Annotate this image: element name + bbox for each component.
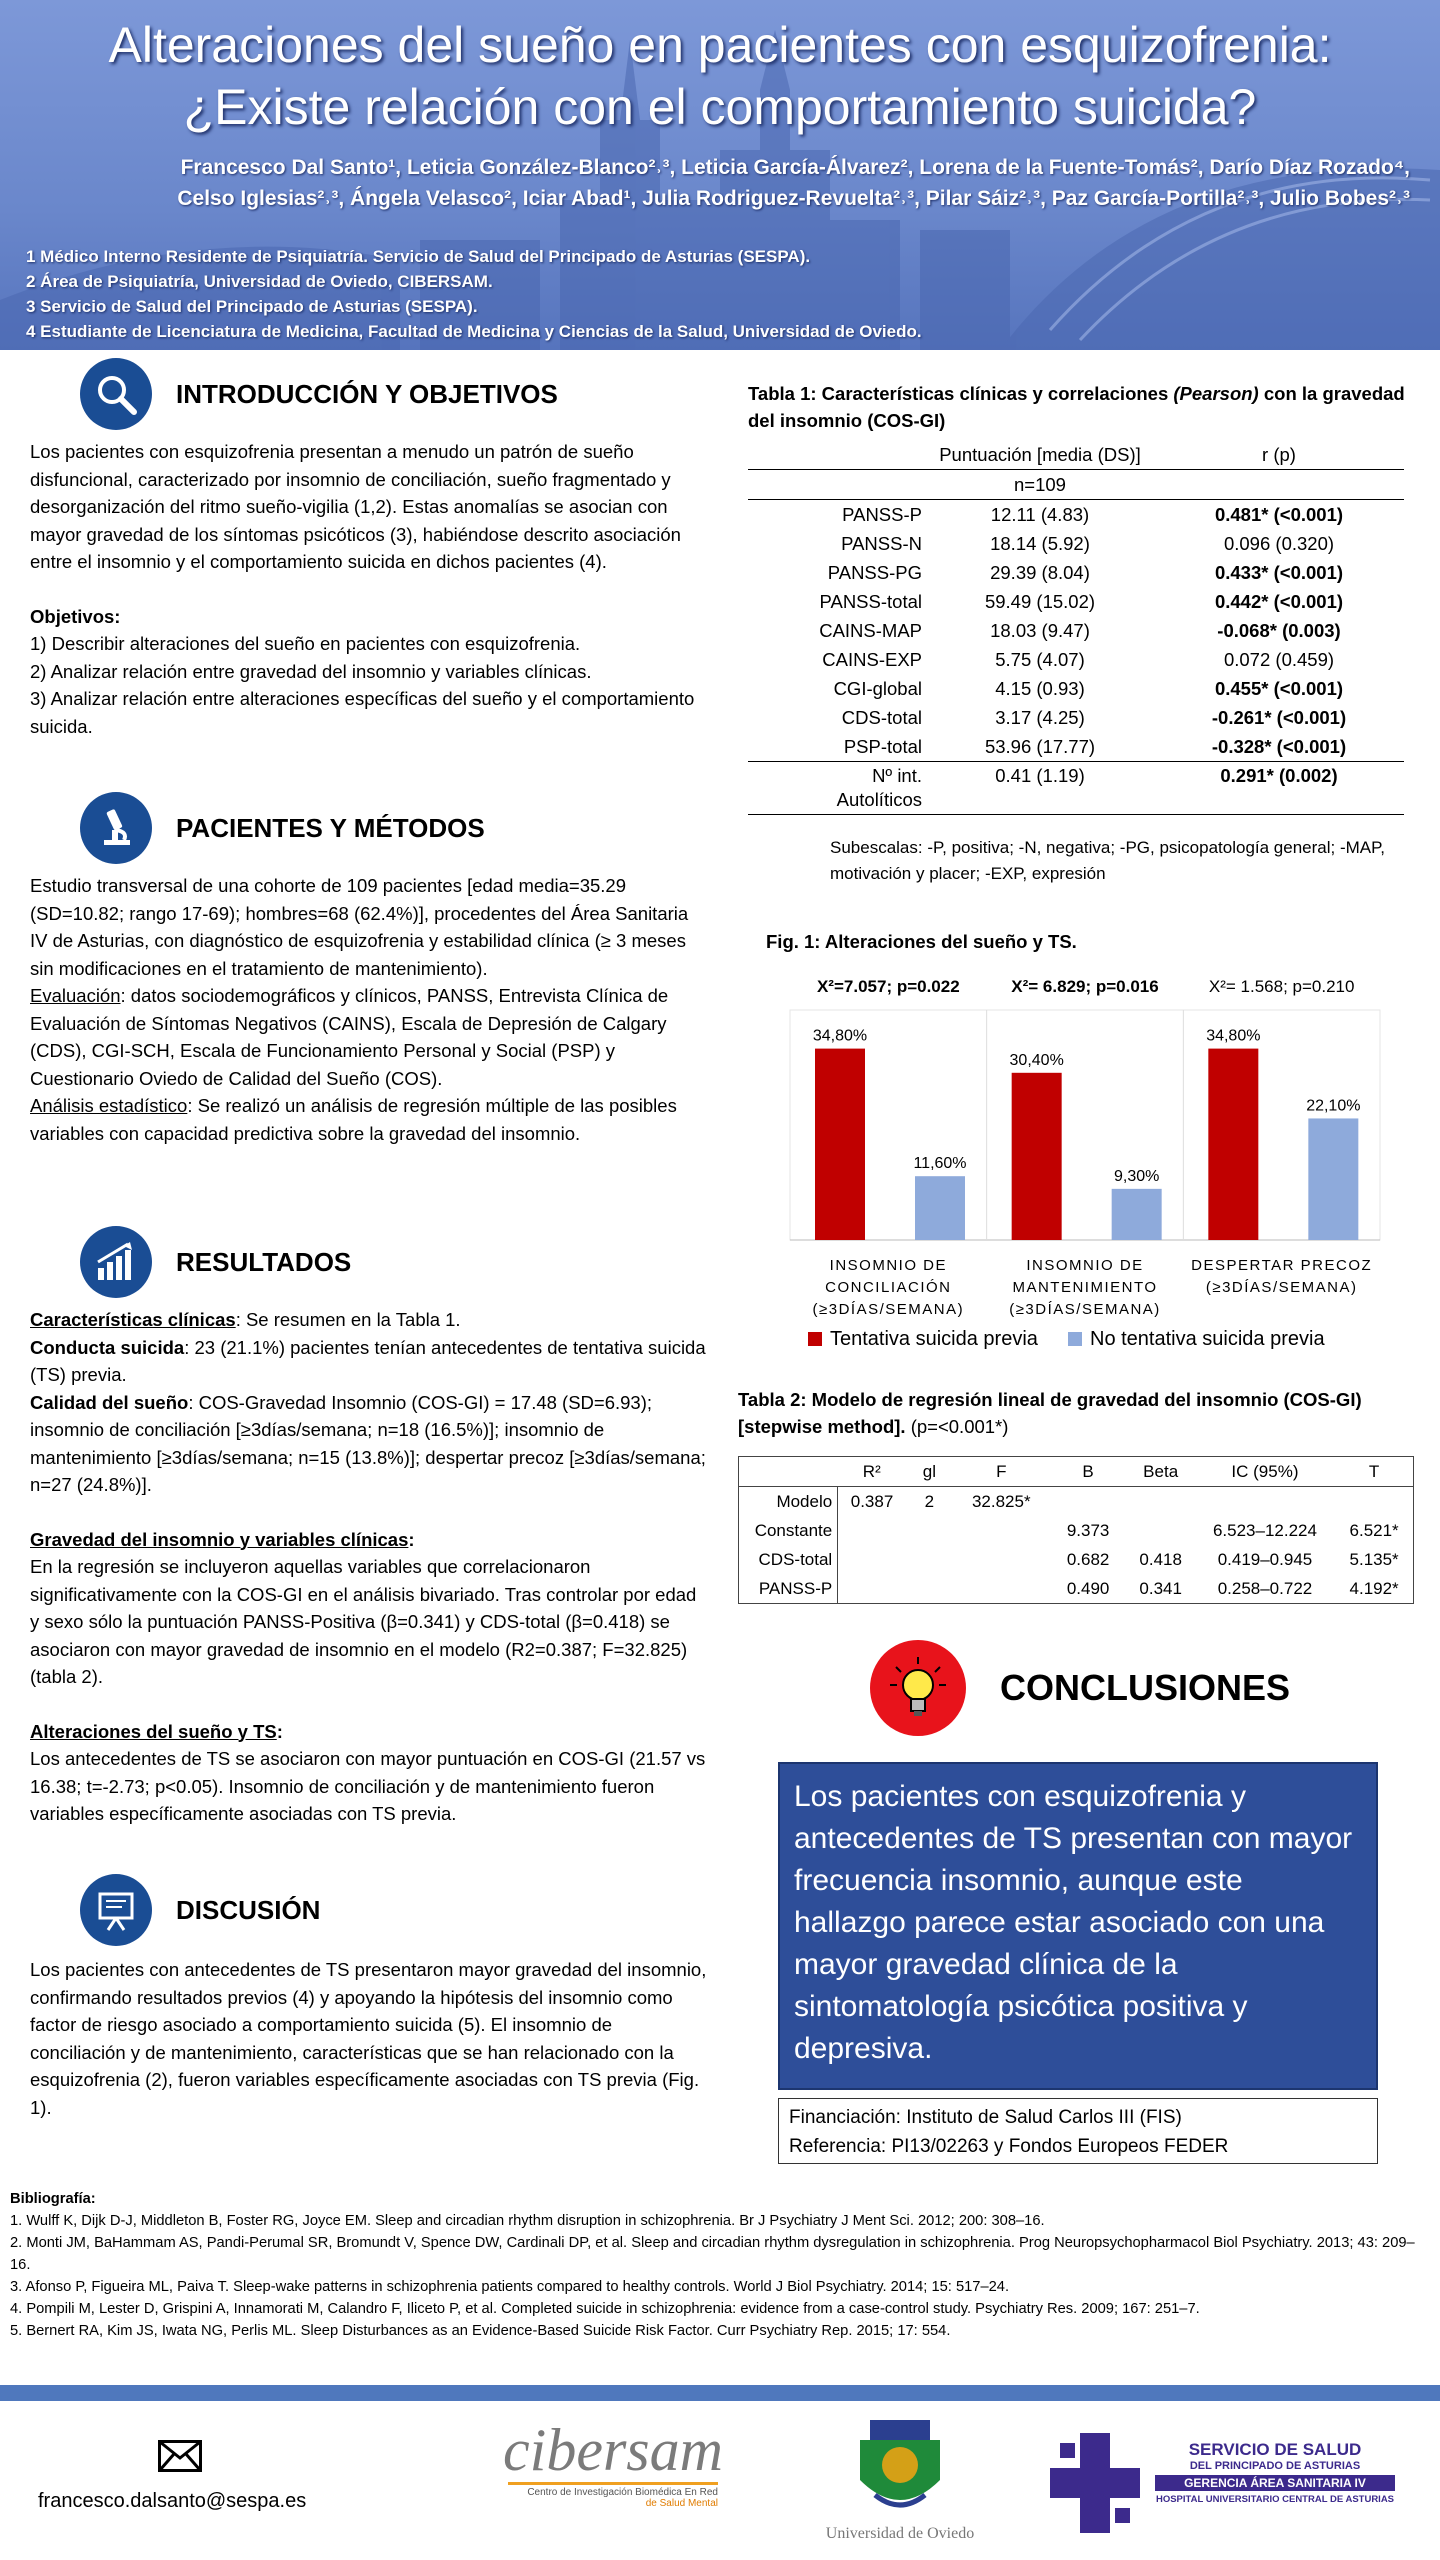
cibersam-logo [498,2417,728,2509]
cibersam-text: cibersam [503,2417,723,2483]
chi-square-stat: X²= 6.829; p=0.016 [1011,977,1159,996]
row-score: 53.96 (17.77) [984,735,1096,757]
row-correlation: -0.068* (0.003) [1217,619,1341,641]
table-row [748,440,1404,470]
table1-body [748,500,1404,762]
row-correlation: 0.455* (<0.001) [1214,677,1344,699]
figure-title: Fig. 1: Alteraciones del sueño y TS. [766,931,1077,952]
results-severity: Gravedad del insomnio y variables clínicas: [30,1528,415,1550]
intro-title: INTRODUCCIÓN Y OBJETIVOS [176,378,558,409]
table2-header: B [1082,1461,1094,1481]
row-label: PANSS-P [842,503,922,525]
bar-no-ts [915,1176,965,1240]
affiliation-4: 4 Estudiante de Licenciatura de Medicina, Facultad de Medicina y Ciencias de la Salud, Universidad de Oviedo. [26,322,922,341]
table2-cell: 6.521* [1349,1520,1399,1540]
table2-caption-main: Tabla 2: Modelo de regresión lineal de gravedad del insomnio (COS-GI) [stepwise method]. [738,1389,1362,1437]
table2-cell [838,1545,906,1574]
table2-cell: 32.825* [971,1491,1031,1511]
cibersam-wordmark [498,2417,728,2483]
row-label: PANSS-PG [827,561,922,583]
bar-value-label: 30,40% [1009,1051,1064,1069]
bar-value-label: 9,30% [1113,1167,1160,1185]
table2-cell: CDS-total [739,1545,838,1574]
conclusions-box: Los pacientes con esquizofrenia y antecedentes de TS presentan con mayor frecuencia insomnio, aunque este hallazgo parece estar asociado con una mayor gravedad clínica de la sintomatología psicótica positiva y depresiva. [778,1762,1378,2090]
results-header [80,1226,351,1298]
objectives-title: Objetivos: [30,605,121,627]
intro-header [80,358,558,430]
sleep-text: : COS-Gravedad Insomnio (COS-GI) = 17.48 (SD=6.93); insomnio de conciliación [≥3días/semana; n=18 (16.5%)]; insomnio de mantenimiento [≥3días/semana; n=15 (13.8%)]; despertar precoz [≥3días/semana; n=27 (24.8%)]. [30,1391,706,1495]
envelope-icon [158,2440,202,2477]
table2-caption [738,1386,1418,1440]
category-label: (≥3DÍAS/SEMANA) [1009,1301,1161,1318]
legend-swatch [1068,1332,1082,1346]
affiliation-1: 1 Médico Interno Residente de Psiquiatría. Servicio de Salud del Principado de Asturias (SESPA). [26,247,811,266]
poster-title [0,14,1440,138]
table2-cell [838,1574,906,1604]
reference-2: 2. Monti JM, BaHammam AS, Pandi-Perumal SR, Bromundt V, Spence DW, Cardinali DP, et al. Sleep and circadian rhythm dysregulation in schizophrenia. Prog Neuropsychopharmacol Biol Psychiatry. 2013; 43: 209–16. [10,2235,1415,2273]
table-row [739,1574,1414,1604]
results-text [30,1306,710,1828]
table2-cell [1127,1487,1195,1517]
table-row [748,587,1404,616]
table2-header: gl [922,1461,937,1481]
lightbulb-icon [870,1640,966,1736]
table2-cell [1195,1487,1335,1517]
table2-cell [906,1516,953,1545]
table-row [739,1487,1414,1517]
table2-cell: 0.387 [850,1491,894,1511]
table2-cell: 4.192* [1349,1578,1399,1598]
sleep-ts-bar-chart [760,970,1420,1360]
objective-1: 1) Describir alteraciones del sueño en pacientes con esquizofrenia. [30,633,581,654]
bar-no-ts [1112,1189,1162,1240]
table2-cell [906,1545,953,1574]
row-correlation: 0.433* (<0.001) [1214,561,1344,583]
row-correlation: 0.072 (0.459) [1223,648,1335,670]
table1-last-score: 0.41 (1.19) [995,765,1085,786]
table2-cell: 6.523–12.224 [1212,1520,1317,1540]
methods-statistics [30,1092,710,1147]
row-label: PANSS-total [819,590,922,612]
uniovi-name: Universidad de Oviedo [825,2525,975,2542]
results-alterations: Alteraciones del sueño y TS: [30,1720,283,1742]
table-row [748,762,1404,815]
uniovi-logo [810,2410,990,2543]
table2-cell: 0.419–0.945 [1217,1549,1313,1569]
affiliations [26,244,922,344]
table-row [739,1545,1414,1574]
category-label: INSOMNIO DE [1026,1257,1144,1274]
methods-evaluation [30,982,710,1092]
table1-caption [748,380,1408,434]
table1-caption-b: con la gravedad del insomnio (COS-GI) [748,383,1405,431]
row-label: PANSS-N [841,532,922,554]
chi-square-stat: X²=7.057; p=0.022 [816,977,960,996]
row-label: CGI-global [833,677,922,699]
authors-line-1: Francesco Dal Santo¹, Leticia González-Blanco²˒³, Leticia García-Álvarez², Lorena de la Fuente-Tomás², Darío Díaz Rozado⁴, [180,156,1410,179]
uniovi-seal [840,2410,960,2520]
table-row [748,616,1404,645]
results-suicidal [30,1334,710,1389]
row-score: 12.11 (4.83) [990,503,1090,525]
sespa-line-2: DEL PRINCIPADO DE ASTURIAS [1189,2460,1361,2472]
suicidal-label: Conducta suicida [30,1336,185,1358]
bar-no-ts [1308,1118,1358,1240]
table2-cell: Modelo [739,1487,838,1517]
table2-cell [1050,1487,1127,1517]
table2-header: T [1368,1461,1380,1481]
table2 [738,1456,1414,1604]
row-correlation: 0.096 (0.320) [1223,532,1335,554]
table2-cell [1127,1516,1195,1545]
table-row [748,500,1404,530]
row-score: 3.17 (4.25) [995,706,1085,728]
category-label: DESPERTAR PRECOZ [1191,1257,1373,1274]
bar-value-label: 11,60% [913,1155,967,1173]
row-score: 18.14 (5.92) [990,532,1090,554]
funding-box [778,2098,1378,2164]
table-row [748,470,1404,500]
table1-note: Subescalas: -P, positiva; -N, negativa; -PG, psicopatología general; -MAP, motivación y placer; -EXP, expresión [830,838,1385,883]
discussion-header [80,1874,320,1946]
statistics-text: : Se realizó un análisis de regresión múltiple de las posibles variables con capacidad predictiva sobre la gravedad del insomnio. [30,1095,677,1144]
row-correlation: -0.328* (<0.001) [1211,735,1347,757]
table-row [748,703,1404,732]
category-label: CONCILIACIÓN [825,1279,952,1296]
table1-col-r: r (p) [1262,443,1296,465]
authors [0,152,1440,214]
row-label: CAINS-EXP [822,648,922,670]
results-clinical [30,1306,710,1334]
evaluation-label: Evaluación [30,985,121,1006]
row-correlation: 0.442* (<0.001) [1214,590,1344,612]
reference-3: 3. Afonso P, Figueira ML, Paiva T. Sleep-wake patterns in schizophrenia patients compared to healthy controls. World J Biol Psychiatry. 2014; 15: 517–24. [10,2279,1010,2295]
objective-3: 3) Analizar relación entre alteraciones específicas del sueño y el comportamiento suicida. [30,688,695,737]
row-correlation: 0.481* (<0.001) [1214,503,1344,525]
row-correlation: -0.261* (<0.001) [1211,706,1347,728]
methods-header [80,792,485,864]
discussion-text: Los pacientes con antecedentes de TS presentaron mayor gravedad del insomnio, confirmando resultados previos (4) y apoyando la hipótesis del insomnio como factor de riesgo asociado a comportamiento suicida (5). El insomnio de conciliación y de mantenimiento, características que se han relacionado con la esquizofrenia (2), fueron variables específicamente asociadas con TS previa (Fig. 1). [30,1959,707,2118]
cibersam-sub-1: Centro de Investigación Biomédica En Red [527,2487,718,2498]
table1-caption-em: (Pearson) [1173,383,1259,404]
conclusions-title: CONCLUSIONES [1000,1667,1291,1708]
table-row [748,732,1404,762]
affiliation-2: 2 Área de Psiquiatría, Universidad de Oviedo, CIBERSAM. [26,272,493,291]
last-label-2: Autolíticos [836,789,922,810]
plot-area [790,1010,1380,1240]
table2-cell: 0.258–0.722 [1217,1578,1313,1598]
discussion-title: DISCUSIÓN [176,1894,321,1925]
table2-cell: 0.490 [1066,1578,1110,1598]
row-score: 18.03 (9.47) [990,619,1090,641]
reference-5: 5. Bernert RA, Kim JS, Iwata NG, Perlis ML. Sleep Disturbances as an Evidence-Based Suicide Risk Factor. Curr Psychiatry Rep. 2015; 17: 554. [10,2323,951,2339]
title-line-1: Alteraciones del sueño en pacientes con esquizofrenia: [108,17,1332,73]
table2-cell [1335,1487,1413,1517]
magnifier-icon [80,358,152,430]
presentation-icon [80,1874,152,1946]
cibersam-sub-2: de Salud Mental [645,2498,718,2509]
row-score: 59.49 (15.02) [984,590,1096,612]
severity-text: En la regresión se incluyeron aquellas variables que correlacionaron significativamente con la COS-GI en el análisis bivariado. Tras controlar por edad y sexo sólo la puntuación PANSS-Positiva (β=0.341) y CDS-total (β=0.418) se asociaron con mayor gravedad de insomnio en el modelo (R2=0.387; F=32.825) (tabla 2). [30,1556,697,1687]
sespa-text [1155,2440,1395,2505]
table2-cell: 2 [924,1491,935,1511]
authors-line-2: Celso Iglesias²˒³, Ángela Velasco², Iciar Abad¹, Julia Rodriguez-Revuelta²˒³, Pilar Sáiz²˒³, Paz García-Portilla²˒³, Julio Bobes²˒³ [177,187,1410,210]
table2-header: F [996,1461,1007,1481]
table1-last-label [748,762,926,815]
contact-email-link[interactable]: francesco.dalsanto@sespa.es [38,2490,307,2512]
sespa-logo [1045,2428,1145,2543]
bar-ts [1012,1073,1062,1240]
alterations-text: Los antecedentes de TS se asociaron con mayor puntuación en COS-GI (21.57 vs 16.38; t=-2.73; p<0.05). Insomnio de conciliación y de mantenimiento fueron variables específicamente asociadas con TS previa. [30,1748,706,1824]
table2-cell: Constante [739,1516,838,1545]
table2-header: R² [862,1461,881,1481]
sespa-line-1: SERVICIO DE SALUD [1188,2440,1362,2459]
poster-header [0,0,1440,350]
suicidal-text: : 23 (21.1%) pacientes tenían antecedentes de tentativa suicida (TS) previa. [30,1336,706,1385]
row-label: PSP-total [843,735,922,757]
table-row [739,1457,1414,1487]
table2-cell: 0.682 [1066,1549,1110,1569]
last-label-1: Nº int. [872,765,922,786]
statistics-label: Análisis estadístico [30,1095,188,1116]
intro-paragraph: Los pacientes con esquizofrenia presentan a menudo un patrón de sueño disfuncional, caracterizado por insomnio de conciliación, sueño fragmentado y desorganización del ritmo sueño-vigilia (1,2). Estas anomalías se asocian con mayor gravedad de los síntomas psicóticos (3), habiéndose descrito asociación entre el insomnio y el comportamiento suicida en dichos pacientes (4). [30,441,681,572]
microscope-icon [80,792,152,864]
severity-label: Gravedad del insomnio y variables clínicas [30,1528,409,1550]
footer-bar [0,2385,1440,2401]
table2-cell: 0.418 [1139,1549,1182,1569]
table2-cell [953,1545,1050,1574]
bar-chart-icon [80,1226,152,1298]
bar-value-label: 34,80% [812,1027,868,1045]
results-sleep [30,1389,710,1499]
legend-label: No tentativa suicida previa [1090,1328,1325,1350]
methods-title: PACIENTES Y MÉTODOS [176,812,485,843]
table2-cell [953,1574,1050,1604]
table2-cell [906,1574,953,1604]
legend-label: Tentativa suicida previa [830,1328,1038,1350]
table2-header: IC (95%) [1231,1461,1299,1481]
table2-cell: 5.135* [1349,1549,1399,1569]
table2-cell [838,1516,906,1545]
sespa-line-3: GERENCIA ÁREA SANITARIA IV [1155,2475,1395,2491]
row-score: 5.75 (4.07) [995,648,1085,670]
chi-square-stat: X²= 1.568; p=0.210 [1208,977,1355,996]
category-label: (≥3DÍAS/SEMANA) [812,1301,965,1318]
clinical-text: : Se resumen en la Tabla 1. [235,1309,461,1330]
bar-value-label: 34,80% [1206,1027,1261,1045]
table-row [739,1516,1414,1545]
methods-paragraph: Estudio transversal de una cohorte de 109 pacientes [edad media=35.29 (SD=10.82; rango 17-69); hombres=68 (62.4%)], procedentes del Área Sanitaria IV de Asturias, con diagnóstico de esquizofrenia y estabilidad clínica (≥ 3 meses sin modificaciones en el tratamiento de mantenimiento). [30,875,689,979]
row-score: 4.15 (0.93) [995,677,1085,699]
evaluation-text: : datos sociodemográficos y clínicos, PANSS, Entrevista Clínica de Evaluación de Síntomas Negativos (CAINS), Escala de Depresión de Calgary (CDS), CGI-SCH, Escala de Funcionamiento Personal y Social (PSP) y Cuestionario Oviedo de Calidad del Sueño (COS). [30,985,669,1089]
table2-cell: 9.373 [1066,1520,1110,1540]
legend-swatch [808,1332,822,1346]
table2-header [739,1457,838,1487]
sespa-line-4: HOSPITAL UNIVERSITARIO CENTRAL DE ASTURIAS [1155,2494,1395,2505]
table-row [748,674,1404,703]
table-row [748,645,1404,674]
table2-cell [953,1516,1050,1545]
title-line-2: ¿Existe relación con el comportamiento suicida? [183,79,1257,135]
alterations-label: Alteraciones del sueño y TS [30,1720,277,1742]
intro-text [30,438,700,740]
category-label: MANTENIMIENTO [1012,1279,1158,1296]
row-label: CAINS-MAP [819,619,922,641]
conclusions-header [870,1640,1290,1736]
funding-line-2: Referencia: PI13/02263 y Fondos Europeos FEDER [789,2136,1229,2157]
bar-ts [815,1049,865,1240]
row-label: CDS-total [841,706,922,728]
table1-n: n=109 [1014,473,1066,495]
table1-col-score: Puntuación [media (DS)] [939,443,1141,465]
row-score: 29.39 (8.04) [990,561,1090,583]
category-label: (≥3DÍAS/SEMANA) [1205,1279,1358,1296]
results-title: RESULTADOS [176,1246,352,1277]
table2-header: Beta [1143,1461,1179,1481]
funding-line-1: Financiación: Instituto de Salud Carlos III (FIS) [789,2107,1182,2128]
sespa-cross-mark [1045,2428,1145,2538]
objective-2: 2) Analizar relación entre gravedad del insomnio y variables clínicas. [30,660,592,682]
table1-caption-a: Tabla 1: Características clínicas y correlaciones [748,383,1174,404]
affiliation-3: 3 Servicio de Salud del Principado de Asturias (SESPA). [26,297,478,316]
bibliography [10,2188,1430,2342]
methods-text [30,872,710,1147]
reference-1: 1. Wulff K, Dijk D-J, Middleton B, Foster RG, Joyce EM. Sleep and circadian rhythm disruption in schizophrenia. Br J Psychiatry J Ment Sci. 2012; 200: 308–16. [10,2213,1045,2229]
table2-cell: PANSS-P [739,1574,838,1604]
bibliography-title: Bibliografía: [10,2191,96,2207]
table1 [748,440,1404,815]
bar-value-label: 22,10% [1306,1097,1361,1115]
reference-4: 4. Pompili M, Lester D, Grispini A, Innamorati M, Calandro F, Iliceto P, et al. Completed suicide in schizophrenia: evidence from a case-control study. Psychiatry Res. 2009; 167: 251–7. [10,2301,1200,2317]
bar-ts [1208,1049,1258,1240]
clinical-label: Características clínicas [30,1309,236,1330]
sleep-label: Calidad del sueño [30,1391,189,1413]
table-row [748,529,1404,558]
table1-last-r: 0.291* (0.002) [1220,765,1338,786]
table2-cell: 0.341 [1139,1578,1182,1598]
category-label: INSOMNIO DE [829,1257,948,1274]
table-row [748,558,1404,587]
table2-caption-tail: (p=<0.001*) [905,1416,1009,1437]
